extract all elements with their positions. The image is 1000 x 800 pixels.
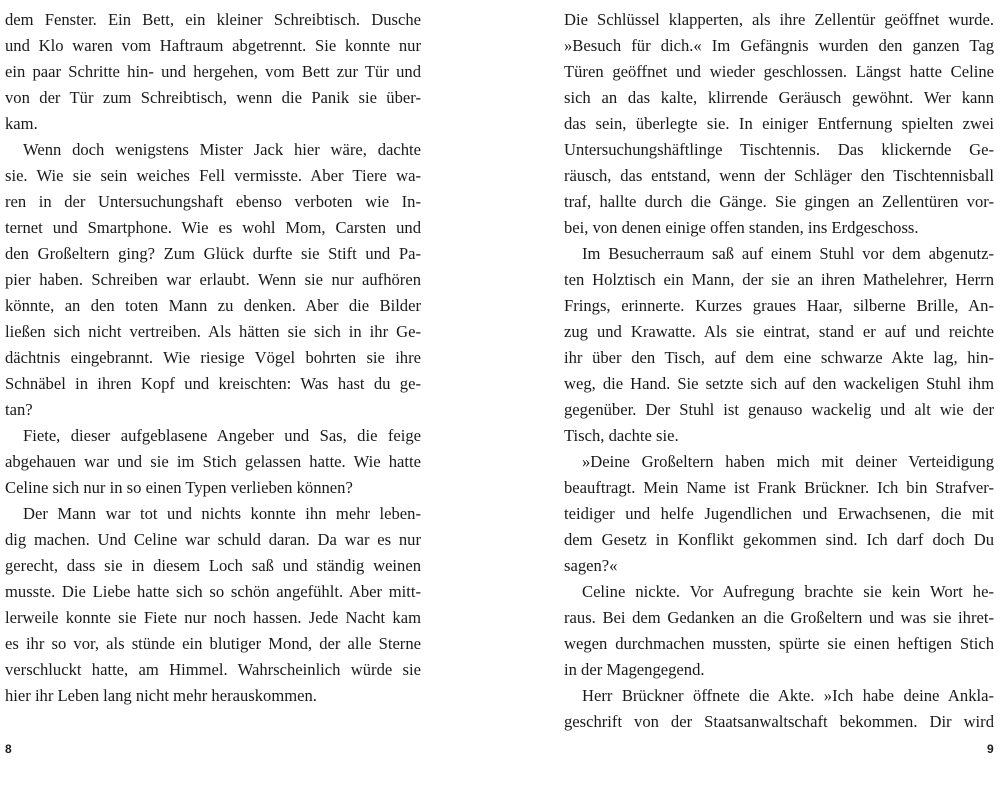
left-page-text (5, 7, 421, 709)
text-line: hier ihr Leben lang nicht mehr herauskommen. (5, 686, 317, 705)
text-line: »Besuch für dich.« Im Gefängnis wurden den ganzen Tag (564, 36, 994, 55)
text-line: teidiger und helfe Jugendlichen und Erwachsenen, die mit (564, 504, 994, 523)
text-line: dem Fenster. Ein Bett, ein kleiner Schreibtisch. Dusche (5, 10, 421, 29)
text-line: gerecht, dass sie in diesem Loch saß und ständig weinen (5, 556, 421, 575)
text-line: Untersuchungshäftlinge Tischtennis. Das klickernde Ge- (564, 140, 994, 159)
right-page (500, 0, 1000, 800)
text-line: beauftragt. Mein Name ist Frank Brückner. Ich bin Strafver- (564, 478, 994, 497)
text-line: sich an das kalte, klirrende Geräusch gewöhnt. Wer kann (564, 88, 994, 107)
text-line: ren in der Untersuchungshaft ebenso verboten wie In- (5, 192, 421, 211)
text-line: Herr Brückner öffnete die Akte. »Ich habe deine Ankla- (582, 686, 994, 705)
right-page-number: 9 (987, 742, 994, 756)
text-line: könnte, an den toten Mann zu denken. Aber die Bilder (5, 296, 421, 315)
text-line: gegenüber. Der Stuhl ist genauso wackelig und alt wie der (564, 400, 994, 419)
text-line: dächtnis eingebrannt. Wie riesige Vögel bohrten sie ihre (5, 348, 421, 367)
right-page-text (564, 7, 994, 735)
text-line: es ihr so vor, als stünde ein blutiger Mond, der alle Sterne (5, 634, 421, 653)
text-line: Schnäbel in ihren Kopf und kreischten: Was hast du ge- (5, 374, 421, 393)
text-line: dig machen. Und Celine war schuld daran. Da war es nur (5, 530, 421, 549)
text-line: Die Schlüssel klapperten, als ihre Zellentür geöffnet wurde. (564, 10, 994, 29)
text-line: den Großeltern ging? Zum Glück durfte sie Stift und Pa- (5, 244, 421, 263)
text-line: räusch, das entstand, wenn der Schläger den Tischtennisball (564, 166, 994, 185)
text-line: tan? (5, 400, 33, 419)
text-line: kam. (5, 114, 38, 133)
text-line: ternet und Smartphone. Wie es wohl Mom, Carsten und (5, 218, 421, 237)
text-line: Celine nickte. Vor Aufregung brachte sie kein Wort he- (582, 582, 994, 601)
text-line: pier haben. Schreiben war erlaubt. Wenn sie nur aufhören (5, 270, 421, 289)
text-line: ein paar Schritte hin- und hergehen, vom Bett zur Tür und (5, 62, 421, 81)
text-line: geschrift von der Staatsanwaltschaft bekommen. Dir wird (564, 712, 994, 731)
text-line: »Deine Großeltern haben mich mit deiner Verteidigung (582, 452, 994, 471)
text-line: und Klo waren vom Haftraum abgetrennt. Sie konnte nur (5, 36, 421, 55)
text-line: weg, die Hand. Sie setzte sich auf den wackeligen Stuhl ihm (564, 374, 994, 393)
text-line: sagen?« (564, 556, 618, 575)
text-line: in der Magengegend. (564, 660, 705, 679)
text-line: traf, hallte durch die Gänge. Sie gingen an Zellentüren vor- (564, 192, 994, 211)
text-line: wegen durchmachen mussten, spürte sie einen heftigen Stich (564, 634, 994, 653)
text-line: Türen geöffnet und wieder geschlossen. Längst hatte Celine (564, 62, 994, 81)
text-line: musste. Die Liebe hatte sich so schön angefühlt. Aber mitt- (5, 582, 421, 601)
text-line: Tisch, dachte sie. (564, 426, 679, 445)
text-line: abgehauen war und sie im Stich gelassen hatte. Wie hatte (5, 452, 421, 471)
text-line: Wenn doch wenigstens Mister Jack hier wäre, dachte (23, 140, 421, 159)
text-line: raus. Bei dem Gedanken an die Großeltern und was sie ihret- (564, 608, 994, 627)
text-line: von der Tür zum Schreibtisch, wenn die Panik sie über- (5, 88, 421, 107)
text-line: Frings, erinnerte. Kurzes graues Haar, silberne Brille, An- (564, 296, 994, 315)
text-line: verschluckt hatte, am Himmel. Wahrscheinlich würde sie (5, 660, 421, 679)
text-line: das sein, überlegte sie. In einiger Entfernung spielten zwei (564, 114, 994, 133)
text-line: lerweile konnte sie Fiete nur noch hassen. Jede Nacht kam (5, 608, 421, 627)
text-line: zug und Krawatte. Als sie eintrat, stand er auf und reichte (564, 322, 994, 341)
text-line: sie. Wie sie sein weiches Fell vermisste. Aber Tiere wa- (5, 166, 421, 185)
text-line: bei, von denen einige offen standen, ins Erdgeschoss. (564, 218, 919, 237)
text-line: dem Gesetz in Konflikt gekommen sind. Ich darf doch Du (564, 530, 994, 549)
left-page-number: 8 (5, 742, 12, 756)
text-line: Celine sich nur in so einen Typen verlieben können? (5, 478, 353, 497)
text-line: Im Besucherraum saß auf einem Stuhl vor dem abgenutz- (582, 244, 994, 263)
text-line: Der Mann war tot und nichts konnte ihn mehr leben- (23, 504, 421, 523)
text-line: ten Holztisch ein Mann, der sie an ihren Mathelehrer, Herrn (564, 270, 994, 289)
text-line: ließen sich nicht vertreiben. Als hätten sie sich in ihr Ge- (5, 322, 421, 341)
text-line: ihr über den Tisch, auf dem eine schwarze Akte lag, hin- (564, 348, 994, 367)
text-line: Fiete, dieser aufgeblasene Angeber und Sas, die feige (23, 426, 421, 445)
